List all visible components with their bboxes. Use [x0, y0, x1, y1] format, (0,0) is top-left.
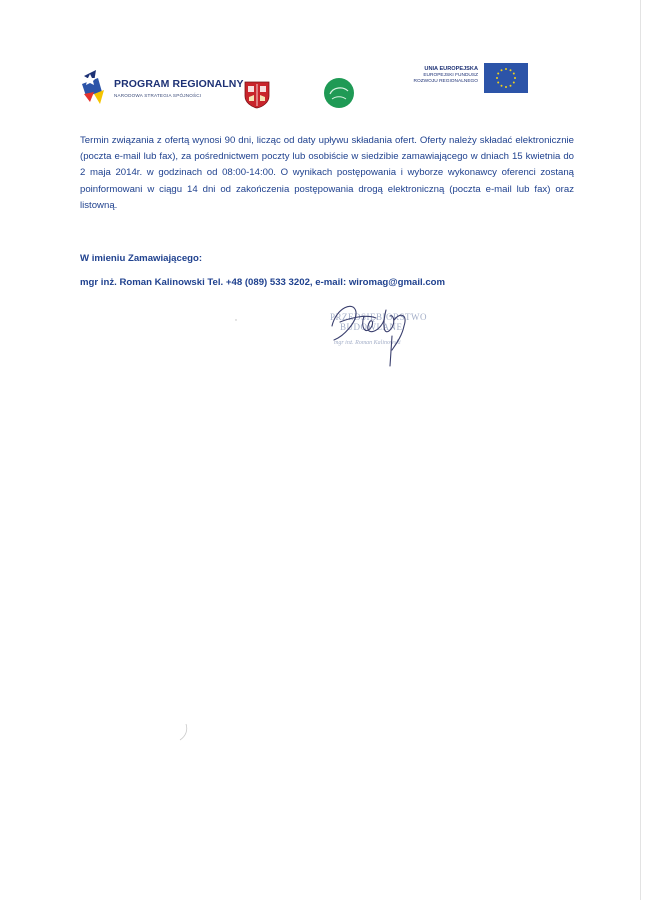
offer-terms-paragraph: Termin związania z ofertą wynosi 90 dni, licząc od daty upływu składania ofert. Oferty należy składać elektronicznie (poczta e-mail lub fax), za pośrednictwem poczty lub osobiście w siedzibie zamawiającego w dniach 15 kwietnia do 2 maja 2014r. w godzinach od 08:00-14:00. O wynikach postępowania i wyborze wykonawcy oferenci zostaną poinformowani w ciągu 14 dni od zakończenia postępowania drogą elektroniczną (poczta e-mail lub fax) oraz listowną.: [80, 135, 574, 211]
program-logo-subtitle: NARODOWA STRATEGIA SPÓJNOŚCI: [114, 93, 202, 98]
star-arrow-icon: [80, 68, 110, 108]
handwritten-signature-stamp: [310, 296, 430, 368]
svg-text:mgr inż. Roman Kalinowski: mgr inż. Roman Kalinowski: [334, 340, 401, 346]
eu-logo-line2: EUROPEJSKI FUNDUSZ: [423, 73, 478, 78]
page-edge: [640, 0, 641, 900]
eu-logo-line1: UNIA EUROPEJSKA: [424, 66, 478, 72]
coat-of-arms-icon: [244, 81, 270, 109]
green-circle-emblem-icon: [323, 77, 355, 109]
svg-text:BUDOWLANE: BUDOWLANE: [340, 322, 403, 332]
svg-text:PRZEDSIĘBIORSTWO: PRZEDSIĘBIORSTWO: [330, 312, 428, 322]
eu-logo-text: [414, 66, 479, 86]
eu-flag-icon: [484, 63, 528, 93]
signatory-contact-line: mgr inż. Roman Kalinowski Tel. +48 (089) 533 3202, e-mail: wiromag@gmail.com: [80, 277, 446, 288]
signatory-label: W imieniu Zamawiającego:: [80, 253, 203, 264]
eu-logo-line3: ROZWOJU REGIONALNEGO: [413, 79, 478, 85]
eu-fund-logo: [380, 63, 528, 95]
program-logo-title: PROGRAM REGIONALNY: [114, 78, 244, 90]
program-regionalny-logo: [80, 68, 260, 108]
